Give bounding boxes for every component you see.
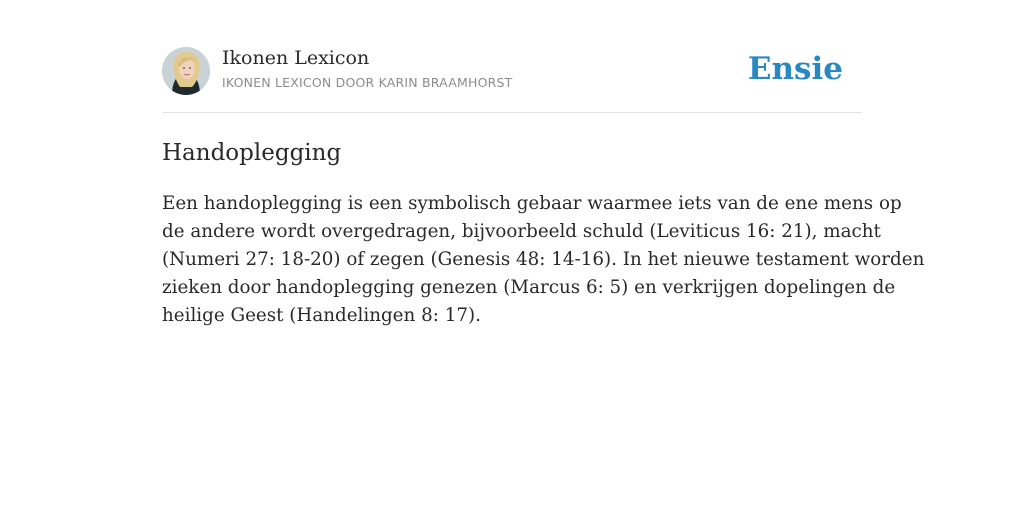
entry-body-line: de andere wordt overgedragen, bijvoorbeeld schuld (Leviticus 16: 21), macht: [162, 221, 881, 242]
entry-body-line: zieken door handoplegging genezen (Marcus 6: 5) en verkrijgen dopelingen de: [162, 277, 896, 298]
author-avatar[interactable]: [162, 47, 210, 95]
avatar-photo-icon: [162, 47, 210, 95]
lexicon-title-link[interactable]: Ikonen Lexicon: [222, 47, 370, 69]
entry-body: [162, 190, 925, 330]
entry-body-line: heilige Geest (Handelingen 8: 17).: [162, 305, 481, 326]
lexicon-subtitle: IKONEN LEXICON DOOR KARIN BRAAMHORST: [222, 75, 513, 90]
entry-body-line: (Numeri 27: 18-20) of zegen (Genesis 48: 14-16). In het nieuwe testament worden: [162, 249, 925, 270]
entry-title: Handoplegging: [162, 140, 342, 166]
content-container: [162, 0, 925, 326]
lexicon-header: [162, 0, 862, 113]
entry-body-line: Een handoplegging is een symbolisch gebaar waarmee iets van de ene mens op: [162, 193, 902, 214]
ensie-logo-link[interactable]: Ensie: [747, 51, 843, 87]
